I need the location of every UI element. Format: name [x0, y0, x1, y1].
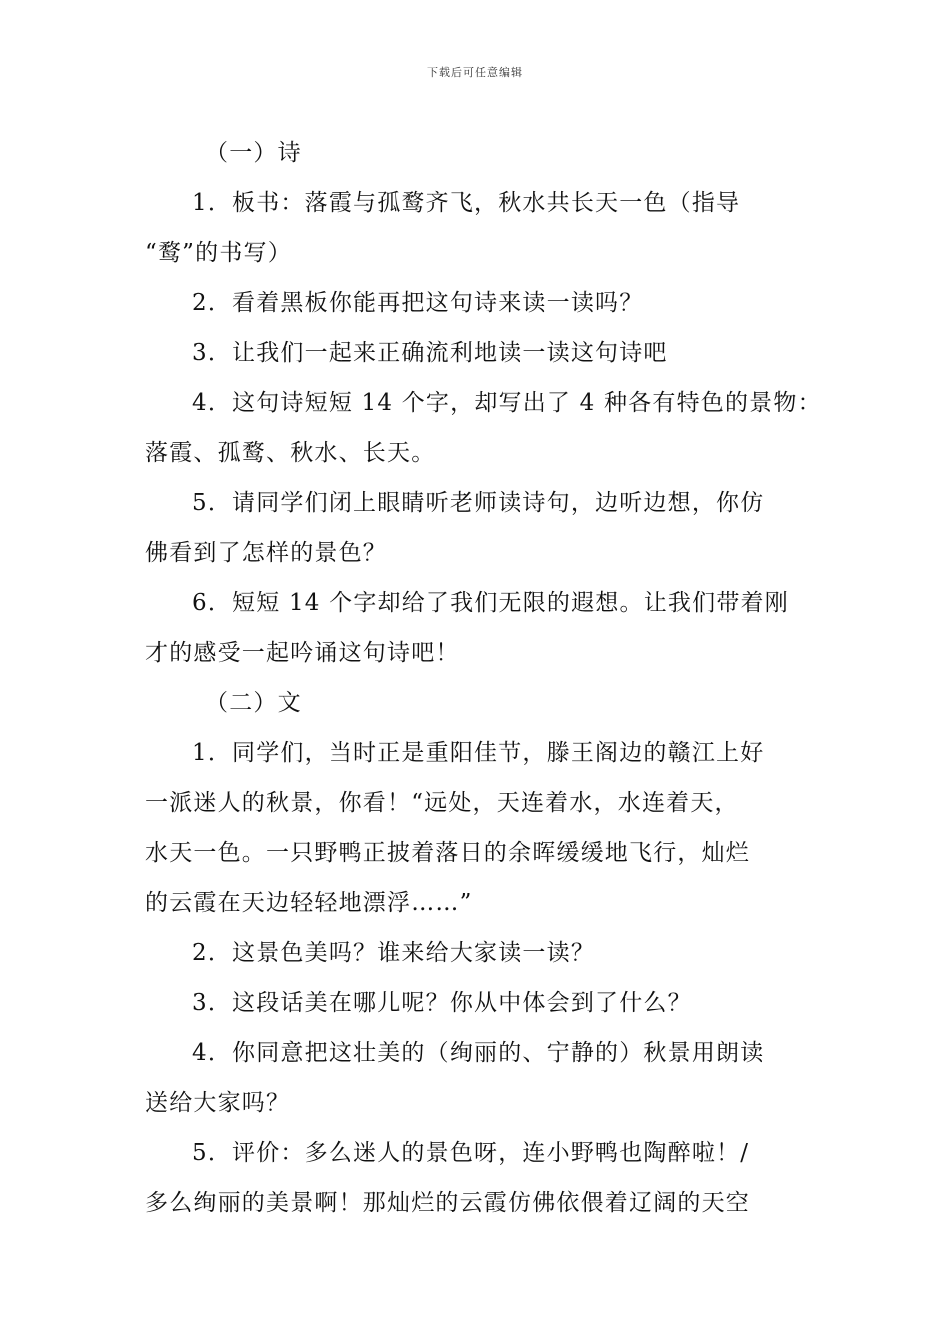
text-line: “鹜”的书写） — [145, 240, 292, 266]
text-line: 落霞、孤鹜、秋水、长天。 — [145, 440, 436, 466]
text-line: 4．你同意把这壮美的（绚丽的、宁静的）秋景用朗读 — [192, 1040, 765, 1066]
text-line: 送给大家吗？ — [145, 1090, 291, 1116]
text-line: 的云霞在天边轻轻地漂浮……” — [145, 890, 473, 916]
text-line: 1．同学们，当时正是重阳佳节，滕王阁边的赣江上好 — [192, 740, 765, 766]
text-line: 5．评价：多么迷人的景色呀，连小野鸭也陶醉啦！/ — [192, 1140, 750, 1166]
text-line: （二）文 — [205, 690, 302, 716]
text-line: 2．看着黑板你能再把这句诗来读一读吗？ — [192, 290, 644, 316]
text-line: 3．让我们一起来正确流利地读一读这句诗吧 — [192, 340, 668, 366]
text-line: 3．这段话美在哪儿呢？你从中体会到了什么？ — [192, 990, 692, 1016]
text-line: 佛看到了怎样的景色？ — [145, 540, 387, 566]
text-line: 水天一色。一只野鸭正披着落日的余晖缓缓地飞行，灿烂 — [145, 840, 750, 866]
text-line: 5．请同学们闭上眼睛听老师读诗句，边听边想，你仿 — [192, 490, 765, 516]
text-line: 多么绚丽的美景啊！那灿烂的云霞仿佛依偎着辽阔的天空 — [145, 1190, 750, 1216]
text-line: 才的感受一起吟诵这句诗吧！ — [145, 640, 460, 666]
page-header-note: 下载后可任意编辑 — [427, 66, 523, 79]
text-line: （一）诗 — [205, 140, 302, 166]
text-line: 一派迷人的秋景，你看！“远处，天连着水，水连着天， — [145, 790, 739, 816]
text-line: 1．板书：落霞与孤鹜齐飞，秋水共长天一色（指导 — [192, 190, 741, 216]
document-body — [145, 128, 822, 1228]
text-line: 6．短短 14 个字却给了我们无限的遐想。让我们带着刚 — [192, 590, 789, 616]
text-line: 4．这句诗短短 14 个字，却写出了 4 种各有特色的景物： — [192, 390, 822, 416]
text-line: 2．这景色美吗？谁来给大家读一读？ — [192, 940, 596, 966]
